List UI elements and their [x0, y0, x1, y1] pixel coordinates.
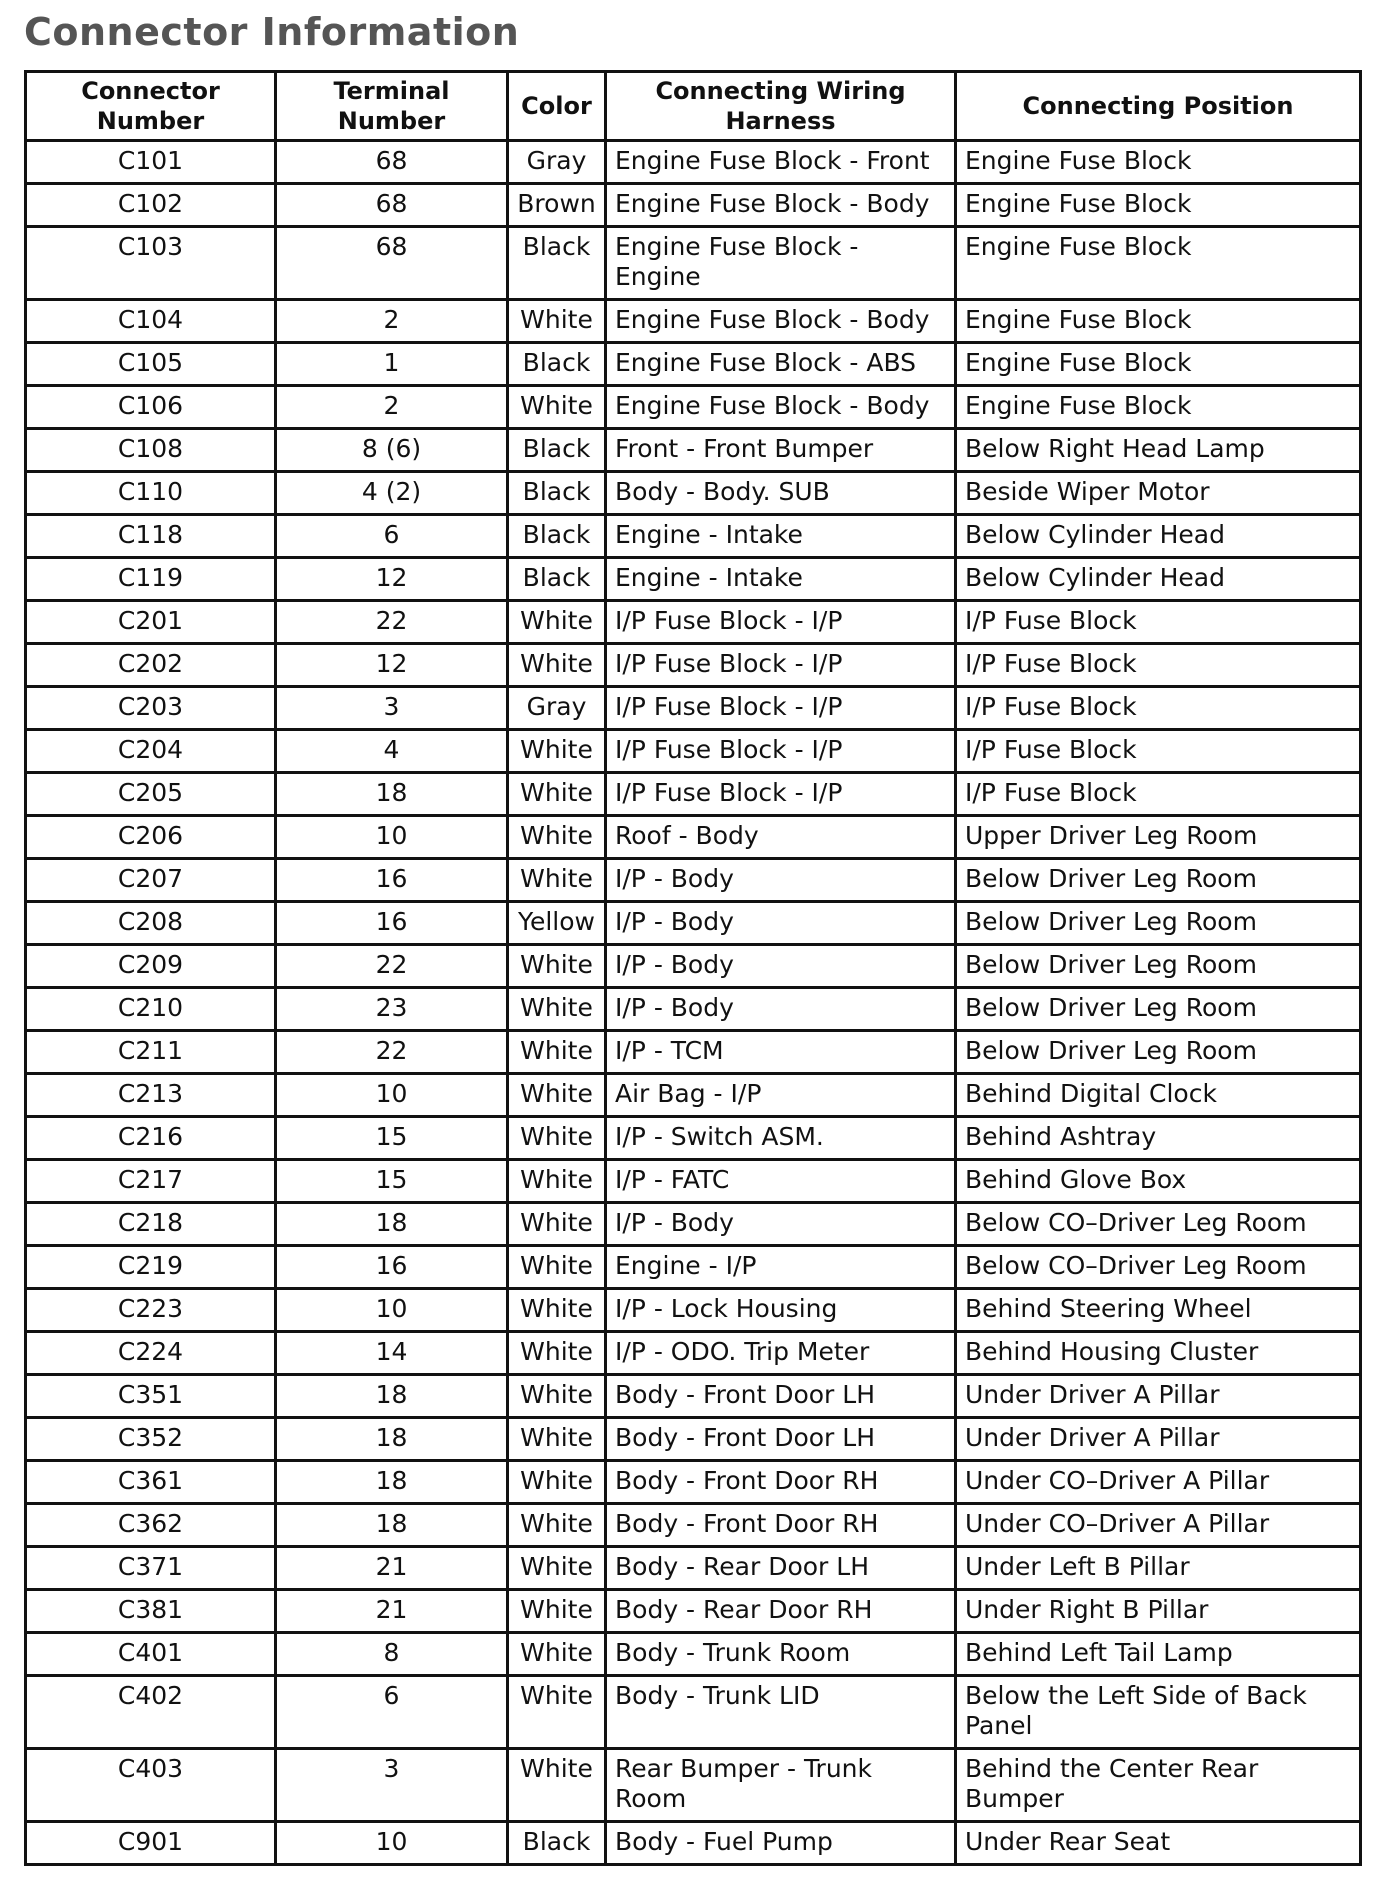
cell-color: Black [509, 559, 607, 602]
cell-connector-number: C210 [27, 989, 277, 1032]
cell-color: White [509, 645, 607, 688]
cell-connector-number: C223 [27, 1290, 277, 1333]
table-row [27, 473, 1359, 516]
cell-connecting-position: Below Right Head Lamp [957, 430, 1359, 473]
cell-color: Black [509, 430, 607, 473]
cell-connecting-position: I/P Fuse Block [957, 774, 1359, 817]
table-row [27, 228, 1359, 301]
table-row [27, 1118, 1359, 1161]
cell-connecting-position: Behind the Center Rear Bumper [957, 1750, 1359, 1823]
cell-terminal-number: 16 [277, 860, 509, 903]
cell-color: White [509, 1376, 607, 1419]
cell-terminal-number: 1 [277, 344, 509, 387]
cell-terminal-number: 12 [277, 559, 509, 602]
cell-terminal-number: 22 [277, 1032, 509, 1075]
cell-wiring-harness: I/P - TCM [607, 1032, 957, 1075]
cell-connector-number: C224 [27, 1333, 277, 1376]
cell-color: White [509, 1634, 607, 1677]
cell-wiring-harness: Air Bag - I/P [607, 1075, 957, 1118]
cell-terminal-number: 16 [277, 1247, 509, 1290]
table-row [27, 1247, 1359, 1290]
table-row [27, 1032, 1359, 1075]
cell-terminal-number: 8 (6) [277, 430, 509, 473]
cell-wiring-harness: Engine - Intake [607, 516, 957, 559]
cell-terminal-number: 6 [277, 516, 509, 559]
cell-color: White [509, 946, 607, 989]
cell-wiring-harness: Body - Body. SUB [607, 473, 957, 516]
cell-wiring-harness: Front - Front Bumper [607, 430, 957, 473]
cell-connector-number: C119 [27, 559, 277, 602]
cell-terminal-number: 16 [277, 903, 509, 946]
table-row [27, 1677, 1359, 1750]
table-row [27, 430, 1359, 473]
cell-color: White [509, 1161, 607, 1204]
cell-color: White [509, 301, 607, 344]
cell-wiring-harness: Body - Trunk Room [607, 1634, 957, 1677]
cell-connecting-position: I/P Fuse Block [957, 602, 1359, 645]
cell-wiring-harness: Rear Bumper - Trunk Room [607, 1750, 957, 1823]
cell-connector-number: C102 [27, 185, 277, 228]
cell-connecting-position: Behind Digital Clock [957, 1075, 1359, 1118]
cell-connector-number: C204 [27, 731, 277, 774]
cell-connector-number: C901 [27, 1823, 277, 1863]
cell-terminal-number: 21 [277, 1591, 509, 1634]
cell-connecting-position: Beside Wiper Motor [957, 473, 1359, 516]
table-row [27, 1290, 1359, 1333]
cell-color: White [509, 1032, 607, 1075]
cell-wiring-harness: I/P - Body [607, 989, 957, 1032]
table-row [27, 1204, 1359, 1247]
table-row [27, 1419, 1359, 1462]
cell-connector-number: C205 [27, 774, 277, 817]
table-row [27, 688, 1359, 731]
cell-terminal-number: 21 [277, 1548, 509, 1591]
cell-connector-number: C216 [27, 1118, 277, 1161]
cell-color: White [509, 989, 607, 1032]
table-row [27, 989, 1359, 1032]
cell-connecting-position: Behind Housing Cluster [957, 1333, 1359, 1376]
cell-terminal-number: 3 [277, 1750, 509, 1823]
cell-color: Black [509, 516, 607, 559]
cell-wiring-harness: Engine - I/P [607, 1247, 957, 1290]
cell-connector-number: C208 [27, 903, 277, 946]
cell-connector-number: C118 [27, 516, 277, 559]
table-row [27, 185, 1359, 228]
table-row [27, 860, 1359, 903]
cell-connecting-position: Under Driver A Pillar [957, 1376, 1359, 1419]
header-connecting-position: Connecting Position [957, 73, 1359, 142]
cell-wiring-harness: I/P - Body [607, 1204, 957, 1247]
cell-connector-number: C362 [27, 1505, 277, 1548]
cell-terminal-number: 2 [277, 301, 509, 344]
cell-connector-number: C202 [27, 645, 277, 688]
cell-wiring-harness: Body - Front Door RH [607, 1462, 957, 1505]
cell-color: White [509, 1333, 607, 1376]
cell-terminal-number: 22 [277, 602, 509, 645]
header-row [27, 73, 1359, 142]
cell-connector-number: C218 [27, 1204, 277, 1247]
table-row [27, 1634, 1359, 1677]
cell-terminal-number: 23 [277, 989, 509, 1032]
cell-wiring-harness: Engine Fuse Block - Body [607, 185, 957, 228]
table-row [27, 1548, 1359, 1591]
cell-connecting-position: Behind Steering Wheel [957, 1290, 1359, 1333]
cell-connector-number: C201 [27, 602, 277, 645]
table-row [27, 774, 1359, 817]
cell-color: White [509, 1677, 607, 1750]
cell-terminal-number: 12 [277, 645, 509, 688]
cell-wiring-harness: Engine - Intake [607, 559, 957, 602]
cell-connector-number: C207 [27, 860, 277, 903]
table-header [27, 73, 1359, 142]
cell-connecting-position: Engine Fuse Block [957, 387, 1359, 430]
cell-terminal-number: 3 [277, 688, 509, 731]
cell-color: White [509, 1548, 607, 1591]
table-row [27, 1505, 1359, 1548]
cell-wiring-harness: I/P Fuse Block - I/P [607, 602, 957, 645]
cell-color: Yellow [509, 903, 607, 946]
cell-connecting-position: Behind Glove Box [957, 1161, 1359, 1204]
cell-terminal-number: 4 (2) [277, 473, 509, 516]
cell-connector-number: C103 [27, 228, 277, 301]
cell-connecting-position: Engine Fuse Block [957, 228, 1359, 301]
table-row [27, 602, 1359, 645]
cell-wiring-harness: I/P - Lock Housing [607, 1290, 957, 1333]
cell-wiring-harness: I/P - Body [607, 946, 957, 989]
cell-color: Black [509, 473, 607, 516]
cell-wiring-harness: Engine Fuse Block - Body [607, 387, 957, 430]
cell-terminal-number: 8 [277, 1634, 509, 1677]
table-row [27, 946, 1359, 989]
cell-wiring-harness: I/P Fuse Block - I/P [607, 774, 957, 817]
cell-terminal-number: 18 [277, 1505, 509, 1548]
cell-color: White [509, 1419, 607, 1462]
table-row [27, 559, 1359, 602]
cell-color: White [509, 731, 607, 774]
cell-connecting-position: Engine Fuse Block [957, 344, 1359, 387]
cell-connector-number: C106 [27, 387, 277, 430]
cell-connector-number: C403 [27, 1750, 277, 1823]
table-body [27, 142, 1359, 1863]
cell-connector-number: C352 [27, 1419, 277, 1462]
cell-wiring-harness: I/P Fuse Block - I/P [607, 731, 957, 774]
cell-wiring-harness: I/P Fuse Block - I/P [607, 645, 957, 688]
cell-connecting-position: I/P Fuse Block [957, 688, 1359, 731]
table-row [27, 1591, 1359, 1634]
cell-connecting-position: Under Driver A Pillar [957, 1419, 1359, 1462]
cell-connecting-position: I/P Fuse Block [957, 645, 1359, 688]
cell-terminal-number: 10 [277, 1823, 509, 1863]
table-row [27, 1462, 1359, 1505]
table-row [27, 1075, 1359, 1118]
cell-color: White [509, 860, 607, 903]
cell-wiring-harness: I/P - FATC [607, 1161, 957, 1204]
cell-connector-number: C206 [27, 817, 277, 860]
cell-terminal-number: 18 [277, 1376, 509, 1419]
cell-terminal-number: 15 [277, 1161, 509, 1204]
cell-color: White [509, 774, 607, 817]
cell-connector-number: C209 [27, 946, 277, 989]
cell-connector-number: C381 [27, 1591, 277, 1634]
cell-connecting-position: Below Driver Leg Room [957, 903, 1359, 946]
connector-table [24, 70, 1362, 1866]
cell-connecting-position: Under Right B Pillar [957, 1591, 1359, 1634]
cell-color: White [509, 1075, 607, 1118]
cell-connector-number: C351 [27, 1376, 277, 1419]
cell-connecting-position: Under Rear Seat [965, 1827, 1171, 1856]
page-title: Connector Information [24, 10, 520, 54]
cell-wiring-harness: I/P - Body [607, 860, 957, 903]
cell-wiring-harness: Engine Fuse Block - Body [607, 301, 957, 344]
cell-connecting-position: Upper Driver Leg Room [957, 817, 1359, 860]
table-row [27, 387, 1359, 430]
cell-terminal-number: 10 [277, 1290, 509, 1333]
cell-wiring-harness: Engine Fuse Block - Front [607, 142, 957, 185]
cell-terminal-number: 14 [277, 1333, 509, 1376]
cell-terminal-number: 6 [277, 1677, 509, 1750]
table-row [27, 817, 1359, 860]
cell-connector-number: C401 [27, 1634, 277, 1677]
header-color: Color [509, 73, 607, 142]
cell-connecting-position: Engine Fuse Block [957, 185, 1359, 228]
cell-wiring-harness: I/P Fuse Block - I/P [607, 688, 957, 731]
cell-terminal-number: 68 [277, 185, 509, 228]
cell-color: Black [509, 344, 607, 387]
table-row [27, 1376, 1359, 1419]
cell-connecting-position: Below Driver Leg Room [957, 860, 1359, 903]
cell-color: White [509, 1591, 607, 1634]
cell-connecting-position: Below Driver Leg Room [957, 989, 1359, 1032]
cell-connecting-position: Below Driver Leg Room [957, 946, 1359, 989]
cell-wiring-harness: I/P - Switch ASM. [607, 1118, 957, 1161]
cell-color: White [509, 602, 607, 645]
table-row [27, 1333, 1359, 1376]
cell-terminal-number: 68 [277, 228, 509, 301]
table-row [27, 731, 1359, 774]
cell-wiring-harness: Body - Front Door LH [607, 1376, 957, 1419]
cell-wiring-harness: Body - Front Door RH [607, 1505, 957, 1548]
cell-connector-number: C101 [27, 142, 277, 185]
header-connector-number: Connector Number [27, 73, 277, 142]
cell-terminal-number: 4 [277, 731, 509, 774]
cell-terminal-number: 18 [277, 1462, 509, 1505]
cell-wiring-harness: Body - Trunk LID [607, 1677, 957, 1750]
cell-connector-number: C213 [27, 1075, 277, 1118]
table-row [27, 645, 1359, 688]
table-row [27, 142, 1359, 185]
cell-terminal-number: 18 [277, 1204, 509, 1247]
cell-connecting-position: Below CO–Driver Leg Room [957, 1247, 1359, 1290]
table-row [27, 516, 1359, 559]
cell-terminal-number: 18 [277, 1419, 509, 1462]
cell-connecting-position: Behind Left Tail Lamp [957, 1634, 1359, 1677]
cell-connecting-position: Below Driver Leg Room [957, 1032, 1359, 1075]
table-row [27, 1750, 1359, 1823]
cell-connector-number: C105 [27, 344, 277, 387]
cell-color: Black [509, 1823, 607, 1863]
cell-color: White [509, 1462, 607, 1505]
cell-color: Gray [509, 688, 607, 731]
cell-connecting-position: Below CO–Driver Leg Room [957, 1204, 1359, 1247]
cell-wiring-harness: I/P - Body [607, 903, 957, 946]
cell-wiring-harness: Roof - Body [607, 817, 957, 860]
cell-connector-number: C361 [27, 1462, 277, 1505]
cell-color: White [509, 387, 607, 430]
cell-connecting-position: I/P Fuse Block [957, 731, 1359, 774]
cell-wiring-harness: I/P - ODO. Trip Meter [607, 1333, 957, 1376]
cell-terminal-number: 10 [277, 817, 509, 860]
table-row [27, 301, 1359, 344]
cell-connector-number: C108 [27, 430, 277, 473]
cell-connecting-position: Engine Fuse Block [957, 301, 1359, 344]
cell-terminal-number: 68 [277, 142, 509, 185]
cell-wiring-harness: Body - Fuel Pump [607, 1823, 957, 1863]
cell-connecting-position: Under Left B Pillar [957, 1548, 1359, 1591]
cell-wiring-harness: Body - Front Door LH [607, 1419, 957, 1462]
cell-color: White [509, 1750, 607, 1823]
cell-terminal-number: 18 [277, 774, 509, 817]
table-row [27, 1161, 1359, 1204]
cell-connector-number: C402 [27, 1677, 277, 1750]
cell-connector-number: C219 [27, 1247, 277, 1290]
cell-connecting-position: Below Cylinder Head [957, 516, 1359, 559]
cell-wiring-harness: Body - Rear Door RH [607, 1591, 957, 1634]
cell-color: White [509, 1247, 607, 1290]
cell-color: Brown [509, 185, 607, 228]
cell-color: White [509, 1505, 607, 1548]
cell-color: White [509, 1204, 607, 1247]
cell-color: White [509, 1118, 607, 1161]
table-row [27, 1823, 1359, 1863]
cell-connector-number: C203 [27, 688, 277, 731]
cell-connecting-position: Behind Ashtray [957, 1118, 1359, 1161]
cell-terminal-number: 22 [277, 946, 509, 989]
cell-connector-number: C104 [27, 301, 277, 344]
cell-connecting-position: Under CO–Driver A Pillar [957, 1462, 1359, 1505]
cell-connecting-position: Below the Left Side of Back Panel [957, 1677, 1359, 1750]
cell-connector-number: C110 [27, 473, 277, 516]
header-connecting-wiring-harness: Connecting Wiring Harness [607, 73, 957, 142]
cell-connecting-position: Under CO–Driver A Pillar [957, 1505, 1359, 1548]
cell-terminal-number: 15 [277, 1118, 509, 1161]
cell-connector-number: C211 [27, 1032, 277, 1075]
cell-color: Black [509, 228, 607, 301]
cell-wiring-harness: Engine Fuse Block - ABS [607, 344, 957, 387]
cell-connecting-position: Engine Fuse Block [957, 142, 1359, 185]
cell-wiring-harness: Body - Rear Door LH [607, 1548, 957, 1591]
cell-connector-number: C217 [27, 1161, 277, 1204]
cell-color: Gray [509, 142, 607, 185]
header-terminal-number: Terminal Number [277, 73, 509, 142]
cell-color: White [509, 817, 607, 860]
cell-color: White [509, 1290, 607, 1333]
cell-wiring-harness: Engine Fuse Block - Engine [607, 228, 957, 301]
cell-terminal-number: 10 [277, 1075, 509, 1118]
cell-terminal-number: 2 [277, 387, 509, 430]
table-row [27, 344, 1359, 387]
cell-connector-number: C371 [27, 1548, 277, 1591]
cell-connecting-position: Below Cylinder Head [957, 559, 1359, 602]
table-row [27, 903, 1359, 946]
